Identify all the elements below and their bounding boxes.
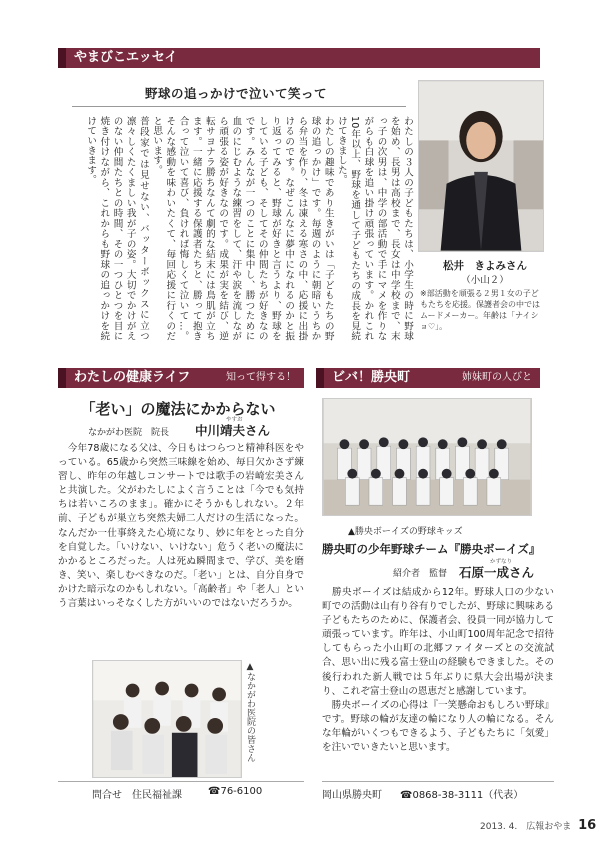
vivat-contact-label: 岡山県勝央町 bbox=[322, 790, 382, 801]
health-author-ruby: やすお bbox=[226, 417, 243, 423]
author-name: 松井 きよみさん bbox=[443, 260, 527, 272]
author-area: （小山２） bbox=[461, 275, 509, 286]
essay-paragraph: わたしの趣味であり生きがいは「子どもたちの野球の追っかけ」です。毎週のように朝暗いうちから弁当を作り、冬は凍える寒さの中、応援に出掛けるのです。なぜこんなに夢中になれるのかと振り返ってみると、野球が好きと言うより、野球をしている子ども、そしてその仲間たちが好きなのです。みんなが一つのことに集中し、勝つために血のにじむような練習をして、汗や涙を流しながら頑張る姿が好きなのです。成果が実を結び、逆転サヨナラ勝ちなんて劇的な結末には鳥肌が立ちます。一緒に応援する保護者たちと、勝って抱き合って泣いて喜び、負ければ悔しくて泣いて…。そんな感動を味わいたくて、毎回応援に行くのだと思います。 bbox=[151, 116, 334, 341]
health-contact-divider bbox=[58, 781, 304, 782]
clinic-staff-illustration bbox=[93, 661, 241, 777]
vivat-section-sub: 姉妹町の人びと bbox=[462, 372, 532, 383]
essay-section-title: やまびこエッセイ bbox=[74, 50, 178, 65]
author-photo bbox=[418, 80, 544, 252]
health-title: 「老い」の魔法にかからない bbox=[80, 400, 276, 418]
vivat-contact-divider bbox=[322, 781, 554, 782]
page-footer bbox=[480, 818, 596, 833]
team-photo-caption: ▲勝央ボーイズの野球キッズ bbox=[348, 527, 463, 537]
clinic-photo-caption: ▲なかがわ医院の皆さん bbox=[245, 662, 255, 762]
vivat-section-title: ビバ！勝央町 bbox=[332, 370, 411, 385]
clinic-staff-photo bbox=[92, 660, 242, 778]
vivat-body: 勝央ボーイズは結成から12年。野球人口の少ない町での活動は山有り谷有りでしたが、野球に興味ある子どもたちのために、保護者会、役員一同が協力して頑張っています。昨年は、小山町100周年記念で招待してもらった小山町の北郷ファイターズとの交流試合、思い出に残る富士登山の経験もできました。その後行われた新人戦では５年ぶりに県大会出場が決まり、これぞ富士登山の恩恵だと感謝しています。 勝央ボーイズの心得は『一笑懸命おもしろい野球』です。野球の輪が友達の輪になり人の輪になる。そんな年輪がいくつもできるよう、子どもたちに「気愛」を注いでいきたいと思います。 bbox=[322, 587, 554, 754]
vivat-title: 勝央町の少年野球チーム『勝央ボーイズ』 bbox=[322, 542, 541, 556]
vivat-contact-tel: ☎0868-38-3111（代表） bbox=[400, 790, 524, 801]
health-body: 今年78歳になる父は、今日もはつらつと精神科医をやっている。65歳から突然三味線を始め、毎日欠かさず練習し、昨年の年越しコンサートでは歌手の岩崎宏美さんと共演した。父がわたしによく言うことは「今でも気持ちは若いころのまま」。確かにそうかもしれない。２年前、子どもが巣立ち突然夫婦二人だけの生活になった。なんだか一仕事終えた心境になり、妙に年をとった自分を自覚した。「いけない、いけない」危うく老いの魔法にかかるところだった。人は死ぬ瞬間まで、学び、美を磨き、笑い、楽しむべきなのだ。「老い」とは、自分自身でかけた暗示なのかもしれない。「高齢者」や「老人」という言葉はいっそなくした方がいいのではないだろうか。 bbox=[58, 443, 304, 610]
health-section-header bbox=[58, 368, 304, 388]
health-author-label: なかがわ医院 院長 bbox=[88, 428, 170, 438]
author-note: ※部活動を頑張る２男１女の子どもたちを応援。保護者会の中ではムードメーカー。年齢は「ナイショ♡」。 bbox=[420, 289, 540, 331]
health-contact-label: 問合せ 住民福祉課 bbox=[92, 790, 182, 801]
footer-issue: 2013. 4. 広報おやま bbox=[480, 822, 572, 832]
health-section-sub: 知って得する！ bbox=[226, 372, 296, 383]
essay-title-underline bbox=[72, 106, 406, 107]
essay-title: 野球の追っかけで泣いて笑って bbox=[145, 86, 328, 101]
vivat-introducer-name: 石原一成さん bbox=[459, 565, 535, 580]
team-photo bbox=[322, 398, 532, 516]
health-section-title: わたしの健康ライフ bbox=[74, 370, 191, 385]
health-contact-tel: ☎76-6100 bbox=[208, 786, 263, 797]
health-author-name: 中川靖夫さん bbox=[195, 423, 271, 438]
vivat-introducer-role: 紹介者 監督 bbox=[393, 569, 448, 579]
essay-paragraph: わたしの３人の子どもたちは、小学生の時に野球を始め、長男は高校まで、長女は中学校まで、末っ子の次男は、中学の部活動で手にマメを作りながらも白球を追い掛け頑張っています。かれこれ10年以上、野球を通して子どもたちの成長を見続けてきました。 bbox=[335, 116, 413, 341]
essay-paragraph: 普段家では見せない、バッターボックスに立つ凛々しくたくましい我が子の姿。大切でかけがえのない仲間たちとの時間、その一つひとつを目に焼き付けながら、これからも野球の追っかけを続けていきます。 bbox=[85, 116, 149, 341]
vivat-section-header bbox=[316, 368, 540, 388]
essay-section-header bbox=[58, 48, 540, 68]
essay-body bbox=[62, 116, 414, 341]
page-number: 16 bbox=[578, 818, 597, 833]
vivat-name-ruby: かずなり bbox=[490, 559, 513, 565]
author-photo-illustration bbox=[419, 81, 543, 251]
team-photo-illustration bbox=[323, 399, 531, 515]
